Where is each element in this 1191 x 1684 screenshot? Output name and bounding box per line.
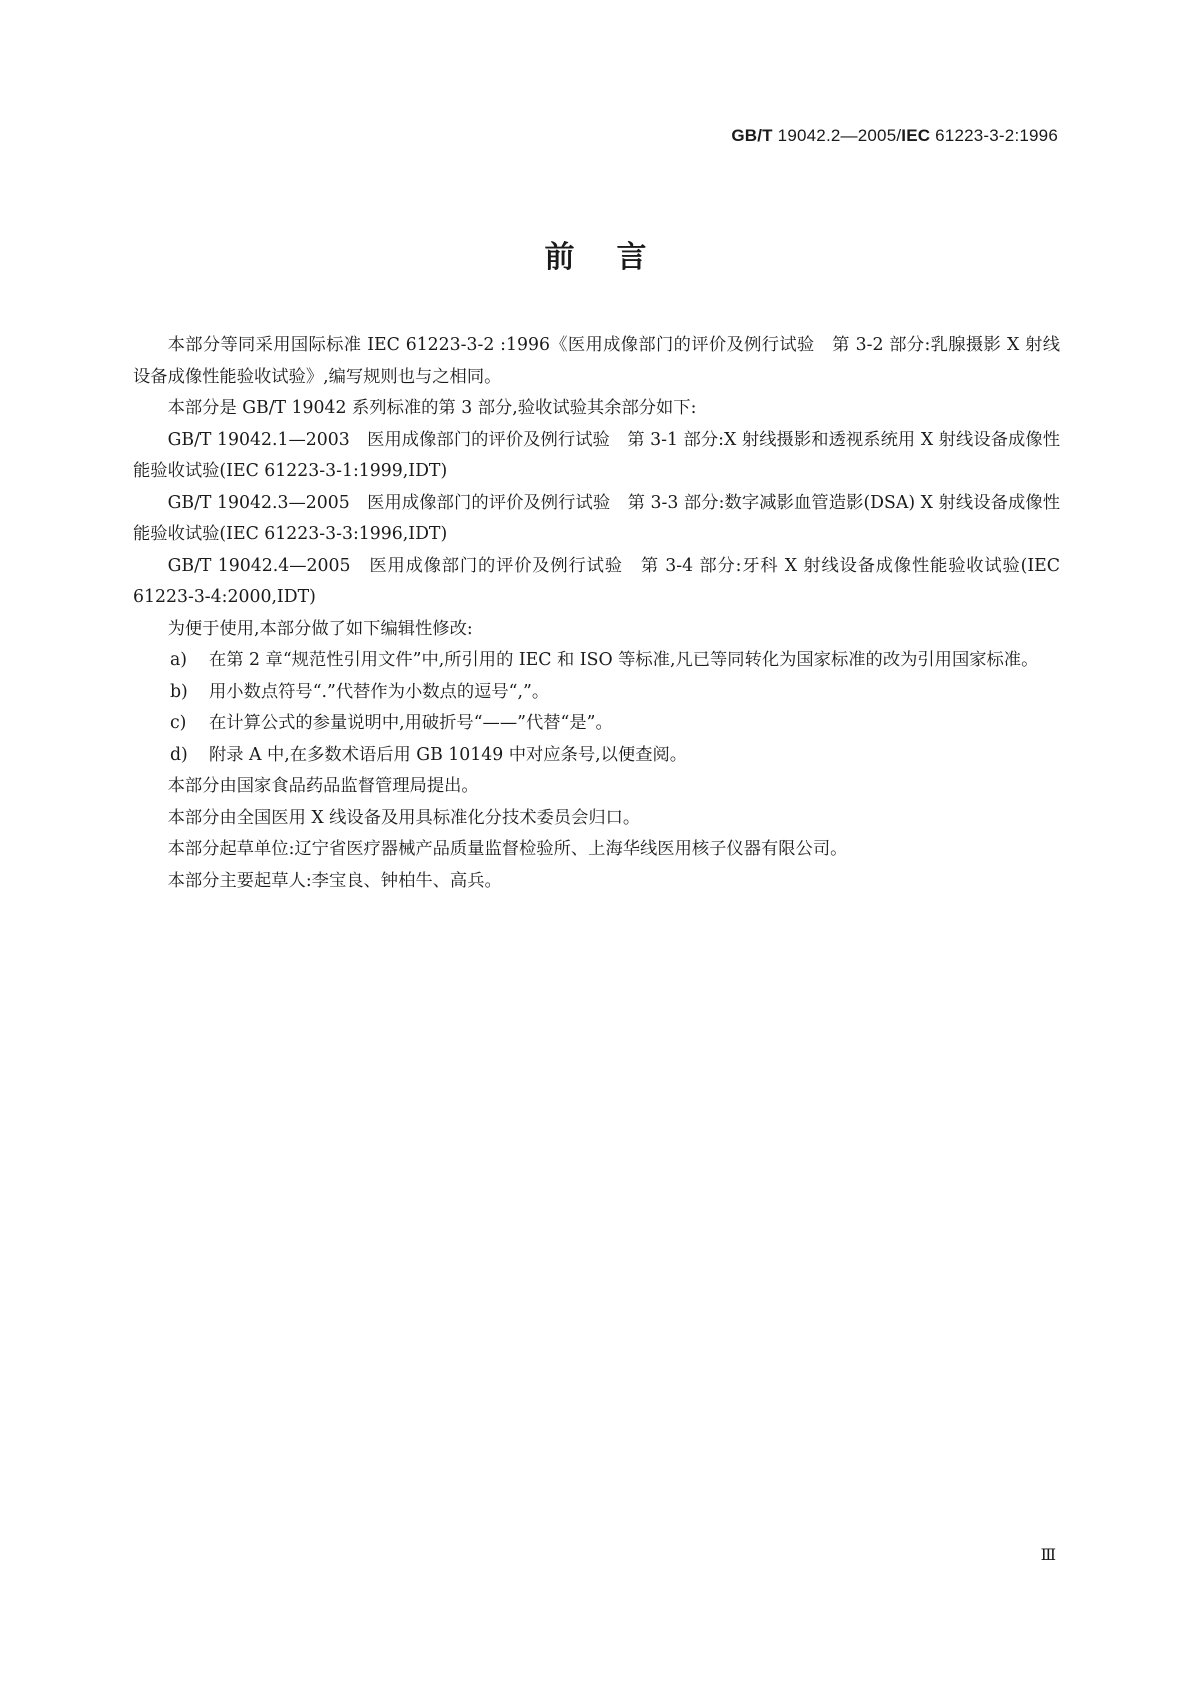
list-item-text: 在计算公式的参量说明中,用破折号“——”代替“是”。 <box>209 713 613 733</box>
paragraph-part-1: GB/T 19042.1—2003 医用成像部门的评价及例行试验 第 3-1 部分:X 射线摄影和透视系统用 X 射线设备成像性能验收试验(IEC 61223-3-1:1999,IDT) <box>133 429 1060 481</box>
list-marker: a) <box>170 650 188 670</box>
page-title: 前言 <box>544 240 689 275</box>
paragraph-drafters: 本部分主要起草人:李宝良、钟柏牛、高兵。 <box>167 870 502 891</box>
foreword-body <box>133 330 1060 897</box>
header-code-iec-number: 61223-3-2:1996 <box>930 126 1058 145</box>
paragraph-edits-intro: 为便于使用,本部分做了如下编辑性修改: <box>167 618 473 639</box>
paragraph-drafting-units: 本部分起草单位:辽宁省医疗器械产品质量监督检验所、上海华线医用核子仪器有限公司。 <box>167 839 848 859</box>
header-code-gbt: GB/T <box>731 126 773 145</box>
list-item-c <box>133 708 1060 740</box>
standard-code-header <box>731 126 1058 146</box>
list-item-text: 用小数点符号“.”代替作为小数点的逗号“,”。 <box>209 681 550 702</box>
list-item-b <box>133 677 1060 709</box>
list-marker: b) <box>170 681 188 702</box>
paragraph-part-3: GB/T 19042.3—2005 医用成像部门的评价及例行试验 第 3-3 部分:数字减影血管造影(DSA) X 射线设备成像性能验收试验(IEC 61223-3-3:1996,IDT) <box>133 492 1060 544</box>
page-number: Ⅲ <box>1040 1545 1056 1564</box>
header-code-iec: IEC <box>901 126 931 145</box>
list-item-a <box>133 645 1060 677</box>
list-marker: c) <box>170 713 187 733</box>
paragraph-adoption: 本部分等同采用国际标准 IEC 61223-3-2 :1996《医用成像部门的评价及例行试验 第 3-2 部分:乳腺摄影 X 射线设备成像性能验收试验》,编写规则也与之相同。 <box>133 335 1060 387</box>
paragraph-centralized: 本部分由全国医用 X 线设备及用具标准化分技术委员会归口。 <box>167 807 641 828</box>
paragraph-series: 本部分是 GB/T 19042 系列标准的第 3 部分,验收试验其余部分如下: <box>167 398 697 418</box>
paragraph-part-4: GB/T 19042.4—2005 医用成像部门的评价及例行试验 第 3-4 部分:牙科 X 射线设备成像性能验收试验(IEC 61223-3-4:2000,IDT) <box>133 555 1060 607</box>
list-item-text: 附录 A 中,在多数术语后用 GB 10149 中对应条号,以便查阅。 <box>209 744 688 765</box>
list-marker: d) <box>170 744 188 765</box>
header-code-number: 19042.2—2005/ <box>772 126 902 145</box>
list-item-d <box>133 740 1060 772</box>
paragraph-proposer: 本部分由国家食品药品监督管理局提出。 <box>167 776 479 796</box>
list-item-text: 在第 2 章“规范性引用文件”中,所引用的 IEC 和 ISO 等标准,凡已等同转化为国家标准的改为引用国家标准。 <box>209 650 1039 670</box>
